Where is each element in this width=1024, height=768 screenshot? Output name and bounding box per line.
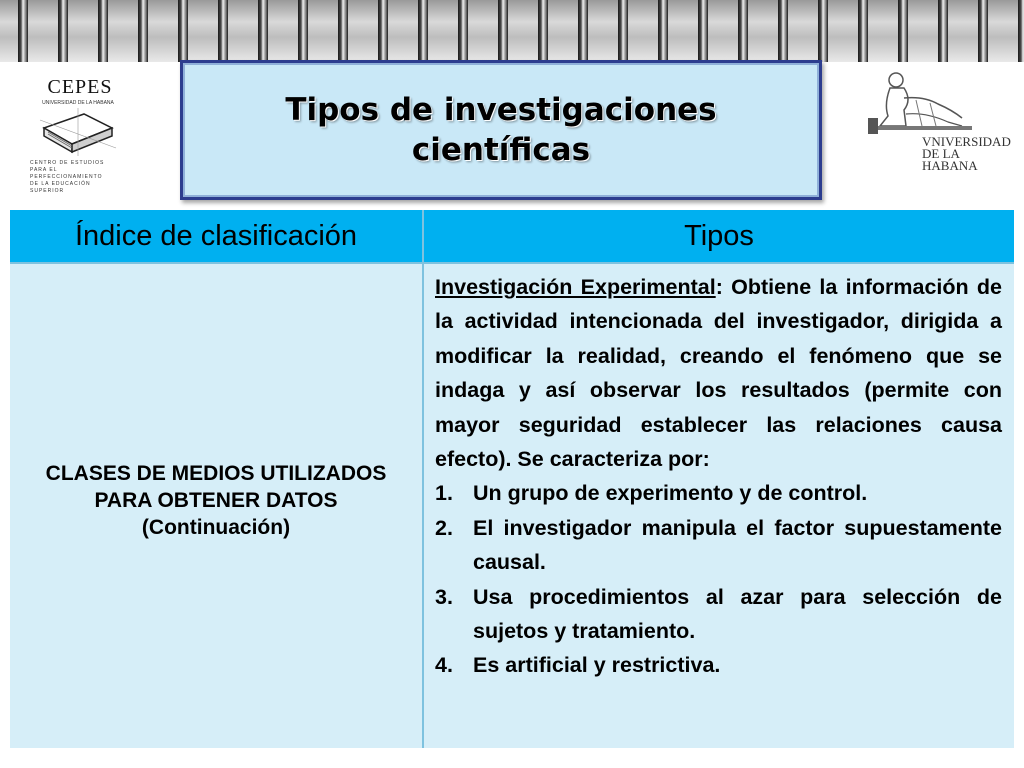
- classification-text: CLASES DE MEDIOS UTILIZADOS PARA OBTENER DATOS (Continuación): [45, 461, 387, 539]
- cepes-logo-footer: [30, 160, 126, 195]
- cepes-footer-line-1: CENTRO DE ESTUDIOS: [30, 160, 105, 166]
- characteristics-list: [435, 476, 1002, 682]
- list-item: [435, 511, 1002, 580]
- universidad-habana-text: [864, 134, 1011, 173]
- types-cell: [424, 264, 1014, 748]
- classification-cell: [10, 264, 422, 748]
- seated-figure-icon: [866, 70, 976, 136]
- list-item-text: El investigador manipula el factor supuestamente causal.: [473, 515, 1002, 575]
- cepes-footer-line-2: PARA EL PERFECCIONAMIENTO: [30, 167, 103, 180]
- classification-table: [10, 210, 1014, 748]
- list-item: [435, 580, 1002, 649]
- uh-line-1: VNIVERSIDAD: [922, 134, 1011, 149]
- cepes-logo: [30, 76, 126, 194]
- title-box: [180, 60, 822, 200]
- types-content: [435, 270, 1002, 683]
- cepes-logo-subtitle: UNIVERSIDAD DE LA HABANA: [42, 100, 114, 106]
- list-item-text: Un grupo de experimento y de control.: [473, 481, 868, 506]
- type-description: : Obtiene la información de la actividad intencionada del investigador, dirigida a modificar la realidad, creando el fenómeno que se indaga y así observar los resultados (permite con mayor seguridad establecer las relaciones causa efecto). Se caracteriza por:: [435, 275, 1002, 472]
- page-title: Tipos de investigaciones científicas: [285, 92, 717, 168]
- uh-line-2: DE LA HABANA: [922, 146, 978, 173]
- list-item-text: Es artificial y restrictiva.: [473, 653, 721, 678]
- list-item: [435, 648, 1002, 682]
- type-definition: [435, 270, 1002, 476]
- cepes-logo-name: CEPES: [47, 76, 113, 98]
- list-item: [435, 476, 1002, 510]
- spiral-binding: [0, 0, 1024, 62]
- type-lead-term: Investigación Experimental: [435, 275, 716, 299]
- list-item-number: 2.: [435, 515, 453, 540]
- header-types: Tipos: [424, 210, 1014, 262]
- list-item-number: 3.: [435, 584, 453, 609]
- list-item-text: Usa procedimientos al azar para selección de sujetos y tratamiento.: [473, 584, 1002, 644]
- cepes-footer-line-3: DE LA EDUCACIÓN SUPERIOR: [30, 181, 91, 194]
- list-item-number: 4.: [435, 653, 453, 678]
- list-item-number: 1.: [435, 481, 453, 506]
- universidad-habana-logo: [858, 70, 1011, 173]
- binding-rings: [0, 0, 1024, 62]
- header-classification-index: Índice de clasificación: [10, 210, 422, 262]
- book-icon: [38, 106, 118, 158]
